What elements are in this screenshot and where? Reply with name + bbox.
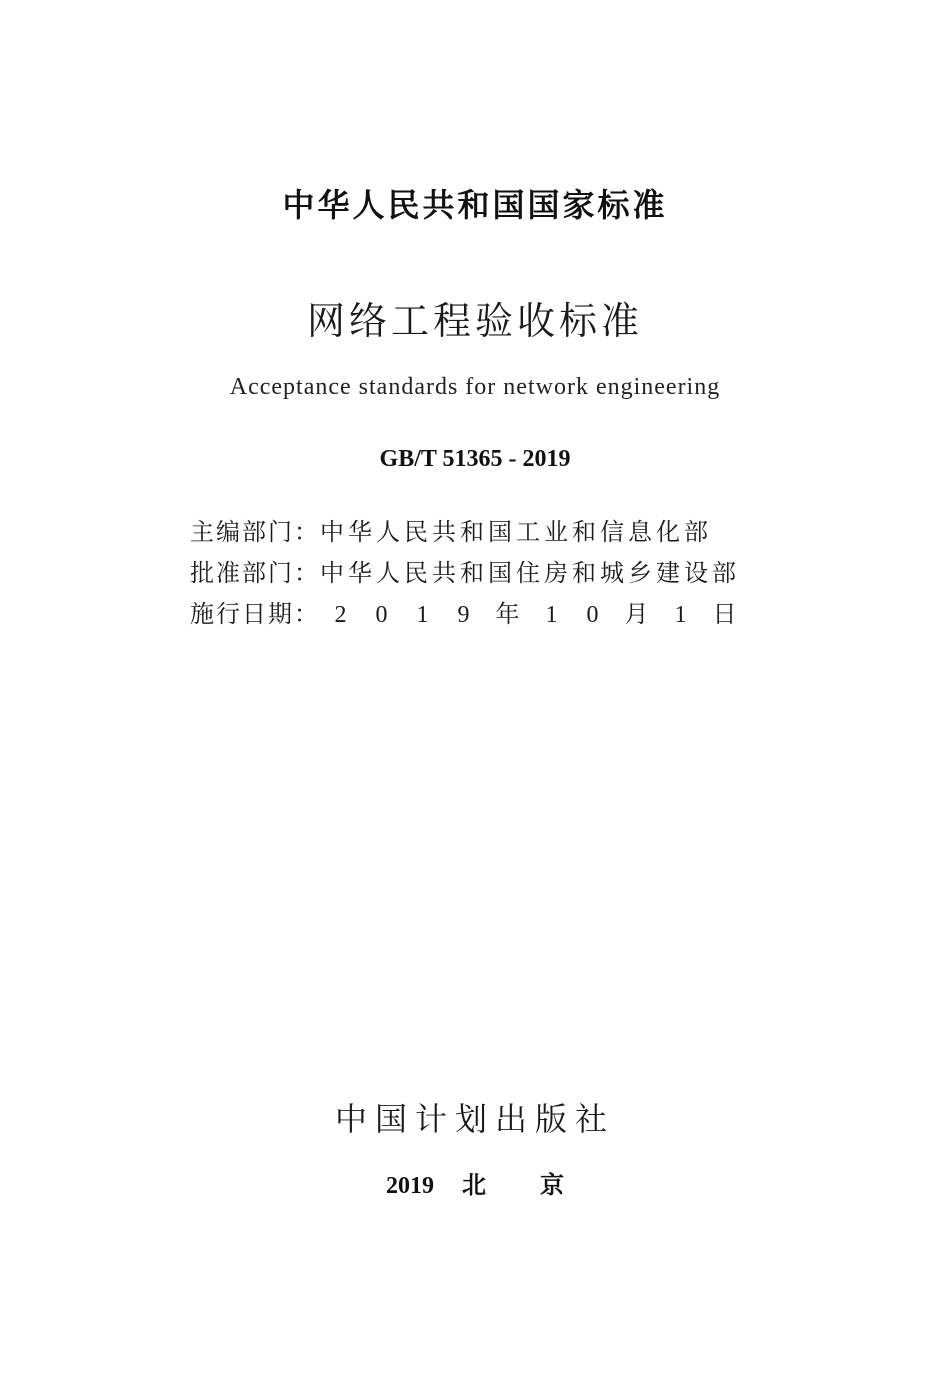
effective-date-row — [190, 594, 750, 635]
publication-line — [0, 1165, 950, 1200]
issuing-info — [190, 512, 750, 635]
date-year-digit: 1 — [416, 602, 429, 628]
date-month-digit: 0 — [586, 602, 599, 628]
approver-row — [190, 553, 750, 594]
date-year-digit: 0 — [375, 602, 388, 628]
publication-year: 2019 — [386, 1173, 434, 1199]
effective-date-value — [320, 594, 748, 629]
approver-value: 中华人民共和国住房和城乡建设部 — [320, 559, 740, 587]
date-month-digit: 1 — [545, 602, 558, 628]
approver-label: 批准部门： — [190, 559, 320, 587]
standard-code: GB/T 51365 - 2019 — [379, 446, 571, 472]
document-title-english: Acceptance standards for network engineering — [229, 374, 721, 400]
editor-value: 中华人民共和国工业和信息化部 — [320, 518, 712, 546]
date-year-digit: 9 — [457, 602, 470, 628]
date-year-unit: 年 — [495, 600, 520, 628]
date-day-unit: 日 — [712, 600, 737, 628]
date-year-digit: 2 — [334, 602, 347, 628]
national-standard-heading: 中华人民共和国国家标准 — [282, 186, 668, 224]
editor-row — [190, 512, 750, 553]
effective-date-label: 施行日期： — [190, 600, 320, 628]
publisher-name: 中国计划出版社 — [334, 1100, 615, 1138]
editor-label: 主编部门： — [190, 518, 320, 546]
document-title-chinese: 网络工程验收标准 — [306, 299, 643, 343]
date-day-digit: 1 — [674, 602, 687, 628]
publication-city: 北京 — [462, 1171, 618, 1199]
date-month-unit: 月 — [624, 600, 649, 628]
